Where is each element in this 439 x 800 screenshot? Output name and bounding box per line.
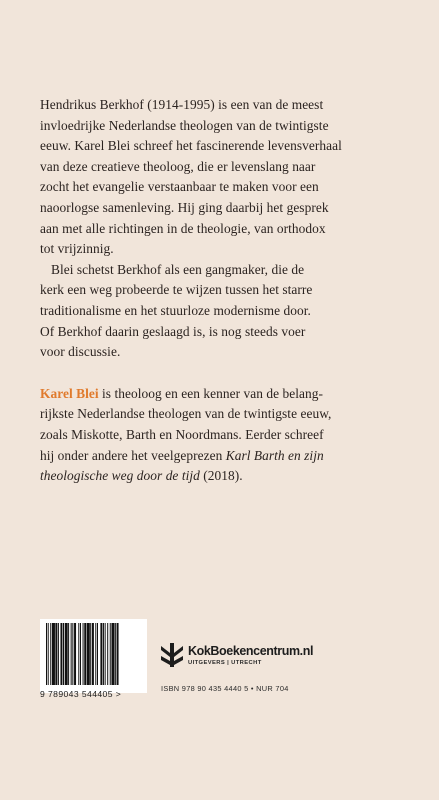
blurb-paragraph-2-line-4: Of Berkhof daarin geslaagd is, is nog steeds voer — [40, 323, 306, 339]
blurb-paragraph-2-line-5: voor discussie. — [40, 344, 121, 360]
blurb-paragraph-1-line-8: tot vrijzinnig. — [40, 241, 114, 257]
paragraph-gap — [40, 363, 406, 384]
author-bio-line-5-suffix: (2018). — [199, 468, 243, 484]
isbn-barcode — [40, 619, 147, 699]
blurb-paragraph-2-line-1: Blei schetst Berkhof als een gangmaker, die de — [51, 261, 305, 277]
isbn-nur-line: ISBN 978 90 435 4440 5 • NUR 704 — [161, 684, 289, 693]
blurb-paragraph-2 — [40, 260, 406, 363]
publisher-subtitle: UITGEVERS | UTRECHT — [188, 660, 262, 666]
author-bio-line-1 — [40, 384, 406, 405]
author-bio-line-3: zoals Miskotte, Barth en Noordmans. Eerder schreef — [40, 426, 324, 442]
book-title-part-1: Karl Barth en zijn — [225, 447, 324, 463]
author-bio-line-1-rest: is theoloog en een kenner van de belang- — [98, 385, 324, 401]
blurb-paragraph-2-line-2: kerk een weg probeerde te wijzen tussen het starre — [40, 282, 313, 298]
blurb-paragraph-1-line-2: invloedrijke Nederlandse theologen van de twintigste — [40, 117, 329, 133]
blurb-paragraph-1 — [40, 95, 406, 260]
author-name: Karel Blei — [40, 385, 99, 401]
kokboekencentrum-logo-icon — [161, 643, 183, 667]
author-bio — [40, 384, 406, 487]
blurb-paragraph-1-line-5: zocht het evangelie verstaanbaar te maken voor een — [40, 179, 319, 195]
publisher-name: KokBoekencentrum.nl — [188, 644, 314, 658]
blurb-paragraph-1-line-4: van deze creatieve theoloog, die er levenslang naar — [40, 158, 316, 174]
blurb-paragraph-1-line-3: eeuw. Karel Blei schreef het fascinerende levensverhaal — [40, 138, 342, 154]
book-title-part-2: theologische weg door de tijd — [40, 468, 200, 484]
barcode-bars — [40, 619, 147, 687]
author-bio-line-4 — [40, 446, 406, 467]
blurb-text — [40, 95, 406, 487]
blurb-paragraph-1-line-6: naoorlogse samenleving. Hij ging daarbij het gesprek — [40, 199, 329, 215]
blurb-paragraph-1-line-7: aan met alle richtingen in de theologie, van orthodox — [40, 220, 326, 236]
author-bio-line-5 — [40, 466, 406, 487]
blurb-paragraph-1-line-1: Hendrikus Berkhof (1914-1995) is een van de meest — [40, 97, 324, 112]
author-bio-line-2: rijkste Nederlandse theologen van de twintigste eeuw, — [40, 406, 332, 422]
blurb-paragraph-2-line-3: traditionalisme en het stuurloze modernisme door. — [40, 302, 311, 318]
barcode-digits: 9 789043 544405 > — [40, 689, 122, 699]
author-bio-line-4-prefix: hij onder andere het veelgeprezen — [40, 447, 226, 463]
